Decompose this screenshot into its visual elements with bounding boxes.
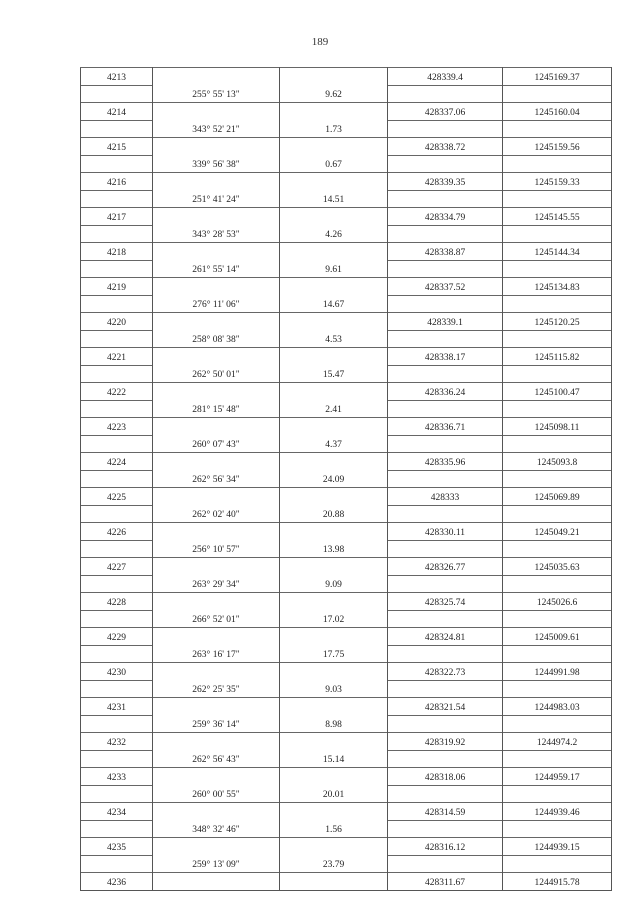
east-cell	[503, 715, 612, 733]
bearing-cell: 343° 28' 53"	[153, 225, 280, 243]
distance-cell	[280, 523, 388, 541]
north-cell: 428333	[388, 488, 503, 506]
point-id: 4215	[81, 138, 153, 156]
east-cell: 1245035.63	[503, 558, 612, 576]
east-cell	[503, 400, 612, 418]
north-cell: 428321.54	[388, 698, 503, 716]
segment-row	[81, 260, 612, 278]
north-cell	[388, 610, 503, 628]
east-cell	[503, 540, 612, 558]
point-row	[81, 698, 612, 716]
distance-cell	[280, 453, 388, 471]
east-cell: 1244974.2	[503, 733, 612, 751]
distance-cell: 9.03	[280, 680, 388, 698]
east-cell	[503, 680, 612, 698]
segment-row	[81, 190, 612, 208]
east-cell: 1245115.82	[503, 348, 612, 366]
bearing-cell	[153, 418, 280, 436]
north-cell	[388, 575, 503, 593]
north-cell: 428330.11	[388, 523, 503, 541]
point-id: 4231	[81, 698, 153, 716]
north-cell: 428339.1	[388, 313, 503, 331]
point-row	[81, 173, 612, 191]
bearing-cell	[153, 733, 280, 751]
point-id: 4213	[81, 68, 153, 86]
bearing-cell	[153, 768, 280, 786]
point-id: 4225	[81, 488, 153, 506]
coordinate-table	[80, 67, 612, 891]
point-row	[81, 138, 612, 156]
segment-row	[81, 120, 612, 138]
east-cell: 1244939.46	[503, 803, 612, 821]
distance-cell: 0.67	[280, 155, 388, 173]
north-cell: 428335.96	[388, 453, 503, 471]
bearing-cell	[153, 383, 280, 401]
north-cell	[388, 155, 503, 173]
north-cell: 428325.74	[388, 593, 503, 611]
point-id: 4228	[81, 593, 153, 611]
segment-row	[81, 85, 612, 103]
point-id: 4216	[81, 173, 153, 191]
north-cell: 428339.4	[388, 68, 503, 86]
distance-cell	[280, 313, 388, 331]
distance-cell	[280, 558, 388, 576]
segment-row	[81, 225, 612, 243]
east-cell	[503, 820, 612, 838]
segment-row	[81, 645, 612, 663]
point-row	[81, 838, 612, 856]
bearing-cell: 259° 13' 09"	[153, 855, 280, 873]
east-cell: 1245159.56	[503, 138, 612, 156]
east-cell	[503, 365, 612, 383]
bearing-cell	[153, 523, 280, 541]
point-id	[81, 575, 153, 593]
distance-cell	[280, 278, 388, 296]
point-id	[81, 400, 153, 418]
distance-cell	[280, 418, 388, 436]
point-id	[81, 190, 153, 208]
point-id: 4233	[81, 768, 153, 786]
north-cell	[388, 715, 503, 733]
north-cell	[388, 435, 503, 453]
north-cell: 428337.06	[388, 103, 503, 121]
north-cell	[388, 120, 503, 138]
distance-cell: 9.62	[280, 85, 388, 103]
point-row	[81, 68, 612, 86]
distance-cell	[280, 698, 388, 716]
bearing-cell	[153, 803, 280, 821]
east-cell: 1244939.15	[503, 838, 612, 856]
point-id: 4223	[81, 418, 153, 436]
point-row	[81, 663, 612, 681]
point-id	[81, 470, 153, 488]
point-id: 4232	[81, 733, 153, 751]
segment-row	[81, 365, 612, 383]
segment-row	[81, 330, 612, 348]
bearing-cell	[153, 173, 280, 191]
distance-cell	[280, 243, 388, 261]
bearing-cell	[153, 68, 280, 86]
bearing-cell	[153, 348, 280, 366]
table-body	[81, 68, 612, 891]
point-row	[81, 593, 612, 611]
north-cell: 428322.73	[388, 663, 503, 681]
distance-cell	[280, 103, 388, 121]
bearing-cell: 343° 52' 21"	[153, 120, 280, 138]
east-cell	[503, 575, 612, 593]
point-id	[81, 155, 153, 173]
point-row	[81, 208, 612, 226]
distance-cell: 14.51	[280, 190, 388, 208]
distance-cell: 4.37	[280, 435, 388, 453]
point-id: 4229	[81, 628, 153, 646]
point-id: 4222	[81, 383, 153, 401]
point-id: 4217	[81, 208, 153, 226]
north-cell	[388, 190, 503, 208]
east-cell	[503, 120, 612, 138]
east-cell	[503, 435, 612, 453]
segment-row	[81, 680, 612, 698]
point-id: 4221	[81, 348, 153, 366]
point-id	[81, 715, 153, 733]
east-cell: 1244983.03	[503, 698, 612, 716]
bearing-cell	[153, 488, 280, 506]
distance-cell	[280, 208, 388, 226]
north-cell: 428336.24	[388, 383, 503, 401]
point-id	[81, 680, 153, 698]
point-id: 4214	[81, 103, 153, 121]
north-cell	[388, 85, 503, 103]
distance-cell: 17.75	[280, 645, 388, 663]
distance-cell: 9.61	[280, 260, 388, 278]
point-id	[81, 120, 153, 138]
point-id: 4234	[81, 803, 153, 821]
point-id	[81, 855, 153, 873]
segment-row	[81, 400, 612, 418]
north-cell	[388, 820, 503, 838]
distance-cell: 4.53	[280, 330, 388, 348]
point-id: 4230	[81, 663, 153, 681]
east-cell	[503, 155, 612, 173]
bearing-cell	[153, 103, 280, 121]
page-number: 189	[311, 36, 329, 48]
segment-row	[81, 855, 612, 873]
north-cell	[388, 330, 503, 348]
distance-cell: 15.47	[280, 365, 388, 383]
segment-row	[81, 750, 612, 768]
north-cell: 428337.52	[388, 278, 503, 296]
east-cell	[503, 505, 612, 523]
bearing-cell	[153, 138, 280, 156]
distance-cell	[280, 383, 388, 401]
east-cell: 1245160.04	[503, 103, 612, 121]
east-cell: 1245100.47	[503, 383, 612, 401]
point-row	[81, 348, 612, 366]
point-id	[81, 85, 153, 103]
bearing-cell: 262° 02' 40"	[153, 505, 280, 523]
bearing-cell	[153, 558, 280, 576]
bearing-cell	[153, 698, 280, 716]
east-cell	[503, 855, 612, 873]
east-cell	[503, 330, 612, 348]
bearing-cell: 348° 32' 46"	[153, 820, 280, 838]
north-cell: 428316.12	[388, 838, 503, 856]
east-cell: 1245145.55	[503, 208, 612, 226]
north-cell	[388, 400, 503, 418]
segment-row	[81, 715, 612, 733]
point-row	[81, 628, 612, 646]
bearing-cell: 262° 56' 43"	[153, 750, 280, 768]
distance-cell	[280, 628, 388, 646]
bearing-cell: 263° 29' 34"	[153, 575, 280, 593]
point-id: 4236	[81, 873, 153, 891]
distance-cell: 24.09	[280, 470, 388, 488]
point-row	[81, 418, 612, 436]
east-cell	[503, 260, 612, 278]
distance-cell: 23.79	[280, 855, 388, 873]
north-cell: 428338.87	[388, 243, 503, 261]
point-row	[81, 733, 612, 751]
distance-cell: 9.09	[280, 575, 388, 593]
bearing-cell: 260° 07' 43"	[153, 435, 280, 453]
distance-cell	[280, 768, 388, 786]
bearing-cell: 255° 55' 13"	[153, 85, 280, 103]
bearing-cell: 262° 50' 01"	[153, 365, 280, 383]
point-row	[81, 558, 612, 576]
point-id	[81, 645, 153, 663]
distance-cell: 1.73	[280, 120, 388, 138]
bearing-cell: 262° 56' 34"	[153, 470, 280, 488]
point-id	[81, 505, 153, 523]
point-id: 4226	[81, 523, 153, 541]
segment-row	[81, 295, 612, 313]
point-id: 4235	[81, 838, 153, 856]
east-cell	[503, 470, 612, 488]
north-cell: 428326.77	[388, 558, 503, 576]
distance-cell: 1.56	[280, 820, 388, 838]
east-cell: 1245093.8	[503, 453, 612, 471]
point-id	[81, 435, 153, 453]
bearing-cell	[153, 313, 280, 331]
segment-row	[81, 540, 612, 558]
distance-cell	[280, 488, 388, 506]
bearing-cell	[153, 873, 280, 891]
point-row	[81, 278, 612, 296]
distance-cell: 14.67	[280, 295, 388, 313]
segment-row	[81, 785, 612, 803]
distance-cell	[280, 838, 388, 856]
north-cell	[388, 645, 503, 663]
bearing-cell: 266° 52' 01"	[153, 610, 280, 628]
point-id: 4220	[81, 313, 153, 331]
bearing-cell: 281° 15' 48"	[153, 400, 280, 418]
east-cell	[503, 295, 612, 313]
segment-row	[81, 610, 612, 628]
segment-row	[81, 435, 612, 453]
segment-row	[81, 505, 612, 523]
distance-cell: 2.41	[280, 400, 388, 418]
north-cell	[388, 260, 503, 278]
east-cell	[503, 225, 612, 243]
point-row	[81, 803, 612, 821]
bearing-cell: 260° 00' 55"	[153, 785, 280, 803]
east-cell: 1245120.25	[503, 313, 612, 331]
point-id	[81, 295, 153, 313]
point-row	[81, 453, 612, 471]
bearing-cell	[153, 663, 280, 681]
north-cell: 428318.06	[388, 768, 503, 786]
bearing-cell	[153, 243, 280, 261]
distance-cell: 17.02	[280, 610, 388, 628]
east-cell: 1244915.78	[503, 873, 612, 891]
point-id: 4224	[81, 453, 153, 471]
east-cell: 1245026.6	[503, 593, 612, 611]
bearing-cell: 263° 16' 17"	[153, 645, 280, 663]
north-cell: 428319.92	[388, 733, 503, 751]
north-cell: 428336.71	[388, 418, 503, 436]
segment-row	[81, 820, 612, 838]
bearing-cell: 258° 08' 38"	[153, 330, 280, 348]
east-cell: 1245134.83	[503, 278, 612, 296]
east-cell	[503, 750, 612, 768]
north-cell	[388, 750, 503, 768]
east-cell: 1245144.34	[503, 243, 612, 261]
north-cell	[388, 470, 503, 488]
north-cell: 428334.79	[388, 208, 503, 226]
distance-cell: 8.98	[280, 715, 388, 733]
point-row	[81, 313, 612, 331]
north-cell: 428338.72	[388, 138, 503, 156]
segment-row	[81, 155, 612, 173]
bearing-cell: 261° 55' 14"	[153, 260, 280, 278]
east-cell: 1244991.98	[503, 663, 612, 681]
distance-cell: 20.88	[280, 505, 388, 523]
bearing-cell	[153, 278, 280, 296]
distance-cell	[280, 68, 388, 86]
distance-cell	[280, 173, 388, 191]
point-row	[81, 488, 612, 506]
east-cell: 1245069.89	[503, 488, 612, 506]
north-cell	[388, 855, 503, 873]
distance-cell	[280, 348, 388, 366]
point-row	[81, 243, 612, 261]
north-cell: 428311.67	[388, 873, 503, 891]
point-row	[81, 383, 612, 401]
north-cell: 428338.17	[388, 348, 503, 366]
point-id	[81, 610, 153, 628]
point-row	[81, 523, 612, 541]
north-cell	[388, 365, 503, 383]
distance-cell	[280, 803, 388, 821]
point-id	[81, 785, 153, 803]
bearing-cell: 259° 36' 14"	[153, 715, 280, 733]
distance-cell: 15.14	[280, 750, 388, 768]
segment-row	[81, 575, 612, 593]
point-row	[81, 103, 612, 121]
east-cell: 1245049.21	[503, 523, 612, 541]
east-cell: 1245098.11	[503, 418, 612, 436]
east-cell	[503, 785, 612, 803]
point-id: 4227	[81, 558, 153, 576]
point-id	[81, 540, 153, 558]
distance-cell: 13.98	[280, 540, 388, 558]
east-cell	[503, 190, 612, 208]
point-id: 4218	[81, 243, 153, 261]
distance-cell	[280, 138, 388, 156]
east-cell	[503, 610, 612, 628]
distance-cell	[280, 593, 388, 611]
bearing-cell	[153, 208, 280, 226]
north-cell	[388, 295, 503, 313]
east-cell	[503, 85, 612, 103]
bearing-cell: 256° 10' 57"	[153, 540, 280, 558]
distance-cell: 20.01	[280, 785, 388, 803]
bearing-cell	[153, 628, 280, 646]
point-id: 4219	[81, 278, 153, 296]
east-cell: 1245159.33	[503, 173, 612, 191]
point-id	[81, 260, 153, 278]
bearing-cell	[153, 838, 280, 856]
bearing-cell	[153, 593, 280, 611]
distance-cell	[280, 663, 388, 681]
east-cell: 1244959.17	[503, 768, 612, 786]
north-cell	[388, 540, 503, 558]
north-cell	[388, 225, 503, 243]
north-cell: 428339.35	[388, 173, 503, 191]
distance-cell: 4.26	[280, 225, 388, 243]
bearing-cell: 339° 56' 38"	[153, 155, 280, 173]
point-id	[81, 750, 153, 768]
point-row	[81, 873, 612, 891]
east-cell: 1245009.61	[503, 628, 612, 646]
segment-row	[81, 470, 612, 488]
bearing-cell: 276° 11' 06"	[153, 295, 280, 313]
bearing-cell	[153, 453, 280, 471]
bearing-cell: 251° 41' 24"	[153, 190, 280, 208]
point-row	[81, 768, 612, 786]
east-cell: 1245169.37	[503, 68, 612, 86]
point-id	[81, 330, 153, 348]
north-cell	[388, 680, 503, 698]
north-cell: 428314.59	[388, 803, 503, 821]
north-cell	[388, 505, 503, 523]
point-id	[81, 365, 153, 383]
north-cell	[388, 785, 503, 803]
point-id	[81, 820, 153, 838]
bearing-cell: 262° 25' 35"	[153, 680, 280, 698]
east-cell	[503, 645, 612, 663]
north-cell: 428324.81	[388, 628, 503, 646]
point-id	[81, 225, 153, 243]
distance-cell	[280, 733, 388, 751]
distance-cell	[280, 873, 388, 891]
